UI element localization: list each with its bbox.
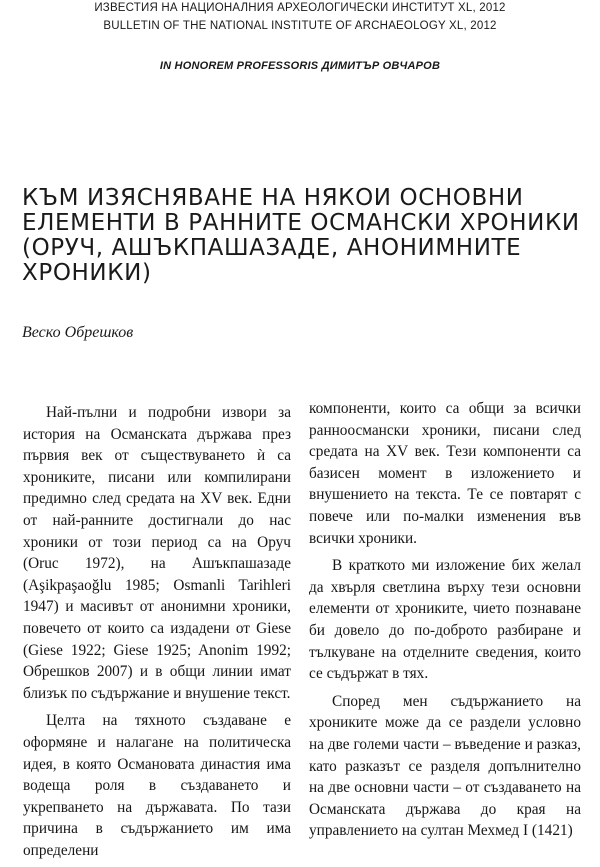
article-title: КЪМ ИЗЯСНЯВАНЕ НА НЯКОИ ОСНОВНИ ЕЛЕМЕНТИ В РАННИТЕ ОСМАНСКИ ХРОНИКИ (ОРУЧ, АШЪКПАШАЗАДЕ, АНОНИМНИТЕ ХРОНИКИ) xyxy=(22,185,580,286)
journal-title-en: BULLETIN OF THE NATIONAL INSTITUTE OF ARCHAEOLOGY XL, 2012 xyxy=(103,20,497,32)
author-name: Веско Обрешков xyxy=(22,324,134,341)
body-column-left xyxy=(23,402,291,867)
body-column-right xyxy=(309,398,581,848)
paragraph: Целта на тяхното създаване е оформяне и налагане на политическа идея, в която Османовата династия има водеща роля в създаването и укрепването на държавата. По тази причина в съдържанието им има определени xyxy=(23,712,291,859)
paragraph-continued: компоненти, които са общи за всички ранноосмански хроники, писани след средата на XV век. Тези компоненти са базисен момент в изложението и внушението на текста. Те се повтарят с повече или по-малки изменения във всички хроники. xyxy=(309,400,581,547)
paragraph: В краткото ми изложение бих желал да хвърля светлина върху тези основни елементи от хрониките, чието познаване би довело до по-доброто разбиране и тълкуване на отделните сведения, които се съдържат в тях. xyxy=(309,557,581,683)
festschrift-heading: IN HONOREM PROFESSORIS ДИМИТЪР ОВЧАРОВ xyxy=(159,60,441,72)
paragraph: Най-пълни и подробни извори за история на Османската държава през първия век от съществуването ѝ са хрониките, писани или компилирани предимно след средата на XV век. Едни от най-ранните достигнали до нас хроники от този период са на Оруч (Oruc 1972), на Ашъкпашазаде (Aşikpaşaoğlu 1985; Osmanli Tarihleri 1947) и масивът от анонимни хроники, повечето от които са издадени от Giese (Giese 1922; Giese 1925; Anonim 1992; Обрешков 2007) и в общи линии имат близък по съдържание и внушение текст. xyxy=(23,404,291,702)
paragraph: Според мен съдържанието на хрониките може да се раздели условно на две големи части – въведение и разказ, като разказът се разделя допълнително на две основни части – от създаването на Османската държава до края на управлението на султан Мехмед I (1421) xyxy=(309,692,581,840)
journal-title-bg: ИЗВЕСТИЯ НА НАЦИОНАЛНИЯ АРХЕОЛОГИЧЕСКИ ИНСТИТУТ XL, 2012 xyxy=(94,2,506,14)
